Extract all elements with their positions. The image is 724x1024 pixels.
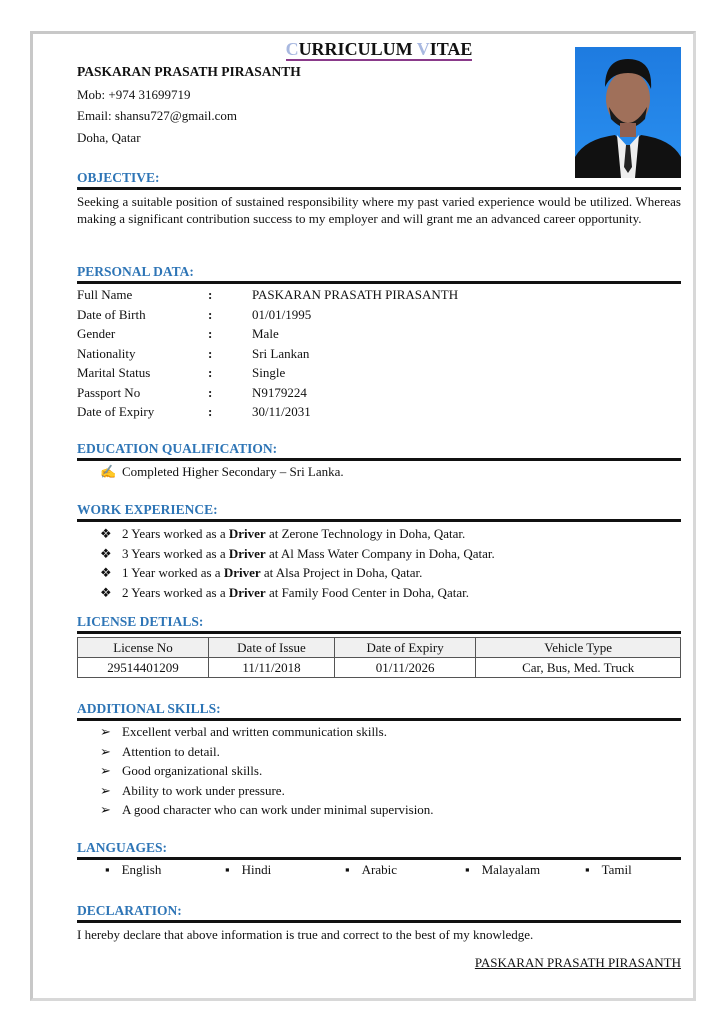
- declaration-text: I hereby declare that above information is true and correct to the best of my knowledge.: [77, 927, 534, 942]
- skills-list: [100, 724, 434, 822]
- table-cell: 11/11/2018: [209, 658, 335, 678]
- field-value: 30/11/2031: [252, 404, 311, 419]
- personal-data-row: [77, 404, 681, 424]
- separator: :: [208, 365, 213, 380]
- field-label: Date of Expiry: [77, 404, 155, 419]
- field-value: Male: [252, 326, 279, 341]
- personal-data-row: [77, 365, 681, 385]
- education-heading: EDUCATION QUALIFICATION:: [77, 441, 681, 461]
- separator: :: [208, 326, 213, 341]
- list-item: ❖ 1 Year worked as a Driver at Alsa Project in Doha, Qatar.: [100, 565, 423, 580]
- column-header: Date of Issue: [209, 638, 335, 658]
- mobile: Mob: +974 31699719: [77, 87, 191, 102]
- education-list: [100, 464, 344, 484]
- field-value: PASKARAN PRASATH PIRASANTH: [252, 287, 459, 302]
- personal-data-row: [77, 287, 681, 307]
- list-item: ❖ 2 Years worked as a Driver at Zerone Technology in Doha, Qatar.: [100, 526, 466, 541]
- field-label: Gender: [77, 326, 116, 341]
- field-value: Single: [252, 365, 286, 380]
- personal-data-row: [77, 385, 681, 405]
- language-item: ▪ Hindi: [225, 862, 272, 877]
- table-cell: Car, Bus, Med. Truck: [476, 658, 681, 678]
- table-cell: 29514401209: [78, 658, 209, 678]
- list-item: ➢ Excellent verbal and written communication skills.: [100, 724, 387, 739]
- declaration-heading: DECLARATION:: [77, 903, 681, 923]
- license-table: [77, 637, 681, 678]
- objective-text: Seeking a suitable position of sustained responsibility where my past varied experience would be utilized. Whereas making a significant contribution success to my employer and will grant me an advanced career opportunity.: [77, 194, 681, 226]
- separator: :: [208, 404, 213, 419]
- separator: :: [208, 306, 213, 322]
- field-value: Sri Lankan: [252, 345, 310, 361]
- work-list: [100, 526, 495, 604]
- personal-data-heading: PERSONAL DATA:: [77, 264, 681, 284]
- page-title: CURRICULUM VITAE: [285, 39, 473, 59]
- list-item: ➢ Good organizational skills.: [100, 763, 263, 778]
- personal-data-row: [77, 326, 681, 346]
- field-label: Date of Birth: [77, 306, 146, 322]
- language-item: ▪ Arabic: [345, 862, 397, 877]
- field-label: Nationality: [77, 345, 136, 361]
- column-header: Date of Expiry: [334, 638, 475, 658]
- table-cell: 01/11/2026: [334, 658, 475, 678]
- work-heading: WORK EXPERIENCE:: [77, 502, 681, 522]
- separator: :: [208, 287, 213, 302]
- email: Email: shansu727@gmail.com: [77, 108, 238, 123]
- list-item: ✍ Completed Higher Secondary – Sri Lanka.: [100, 464, 344, 479]
- list-item: ➢ A good character who can work under minimal supervision.: [100, 802, 434, 817]
- skills-heading: ADDITIONAL SKILLS:: [77, 701, 681, 721]
- field-label: Full Name: [77, 287, 133, 302]
- field-value: N9179224: [252, 384, 307, 400]
- separator: :: [208, 384, 213, 400]
- language-item: ▪ English: [105, 862, 162, 877]
- column-header: License No: [78, 638, 209, 658]
- languages-heading: LANGUAGES:: [77, 840, 681, 860]
- column-header: Vehicle Type: [476, 638, 681, 658]
- applicant-name: PASKARAN PRASATH PIRASANTH: [77, 64, 301, 79]
- list-item: ➢ Ability to work under pressure.: [100, 782, 285, 798]
- language-item: ▪ Malayalam: [465, 862, 541, 877]
- personal-data-row: [77, 346, 681, 366]
- personal-data-row: [77, 307, 681, 327]
- profile-photo: [575, 47, 681, 178]
- list-item: ➢ Attention to detail.: [100, 743, 220, 759]
- location: Doha, Qatar: [77, 130, 141, 145]
- objective-heading: OBJECTIVE:: [77, 170, 681, 190]
- separator: :: [208, 345, 213, 361]
- list-item: ❖ 3 Years worked as a Driver at Al Mass Water Company in Doha, Qatar.: [100, 545, 495, 561]
- language-item: ▪ Tamil: [585, 862, 632, 877]
- field-label: Marital Status: [77, 365, 151, 380]
- license-heading: LICENSE DETIALS:: [77, 614, 681, 634]
- list-item: ❖ 2 Years worked as a Driver at Family Food Center in Doha, Qatar.: [100, 584, 469, 600]
- field-label: Passport No: [77, 384, 141, 400]
- languages-list: [77, 862, 681, 882]
- signature-name: PASKARAN PRASATH PIRASANTH: [474, 955, 681, 970]
- field-value: 01/01/1995: [252, 306, 312, 322]
